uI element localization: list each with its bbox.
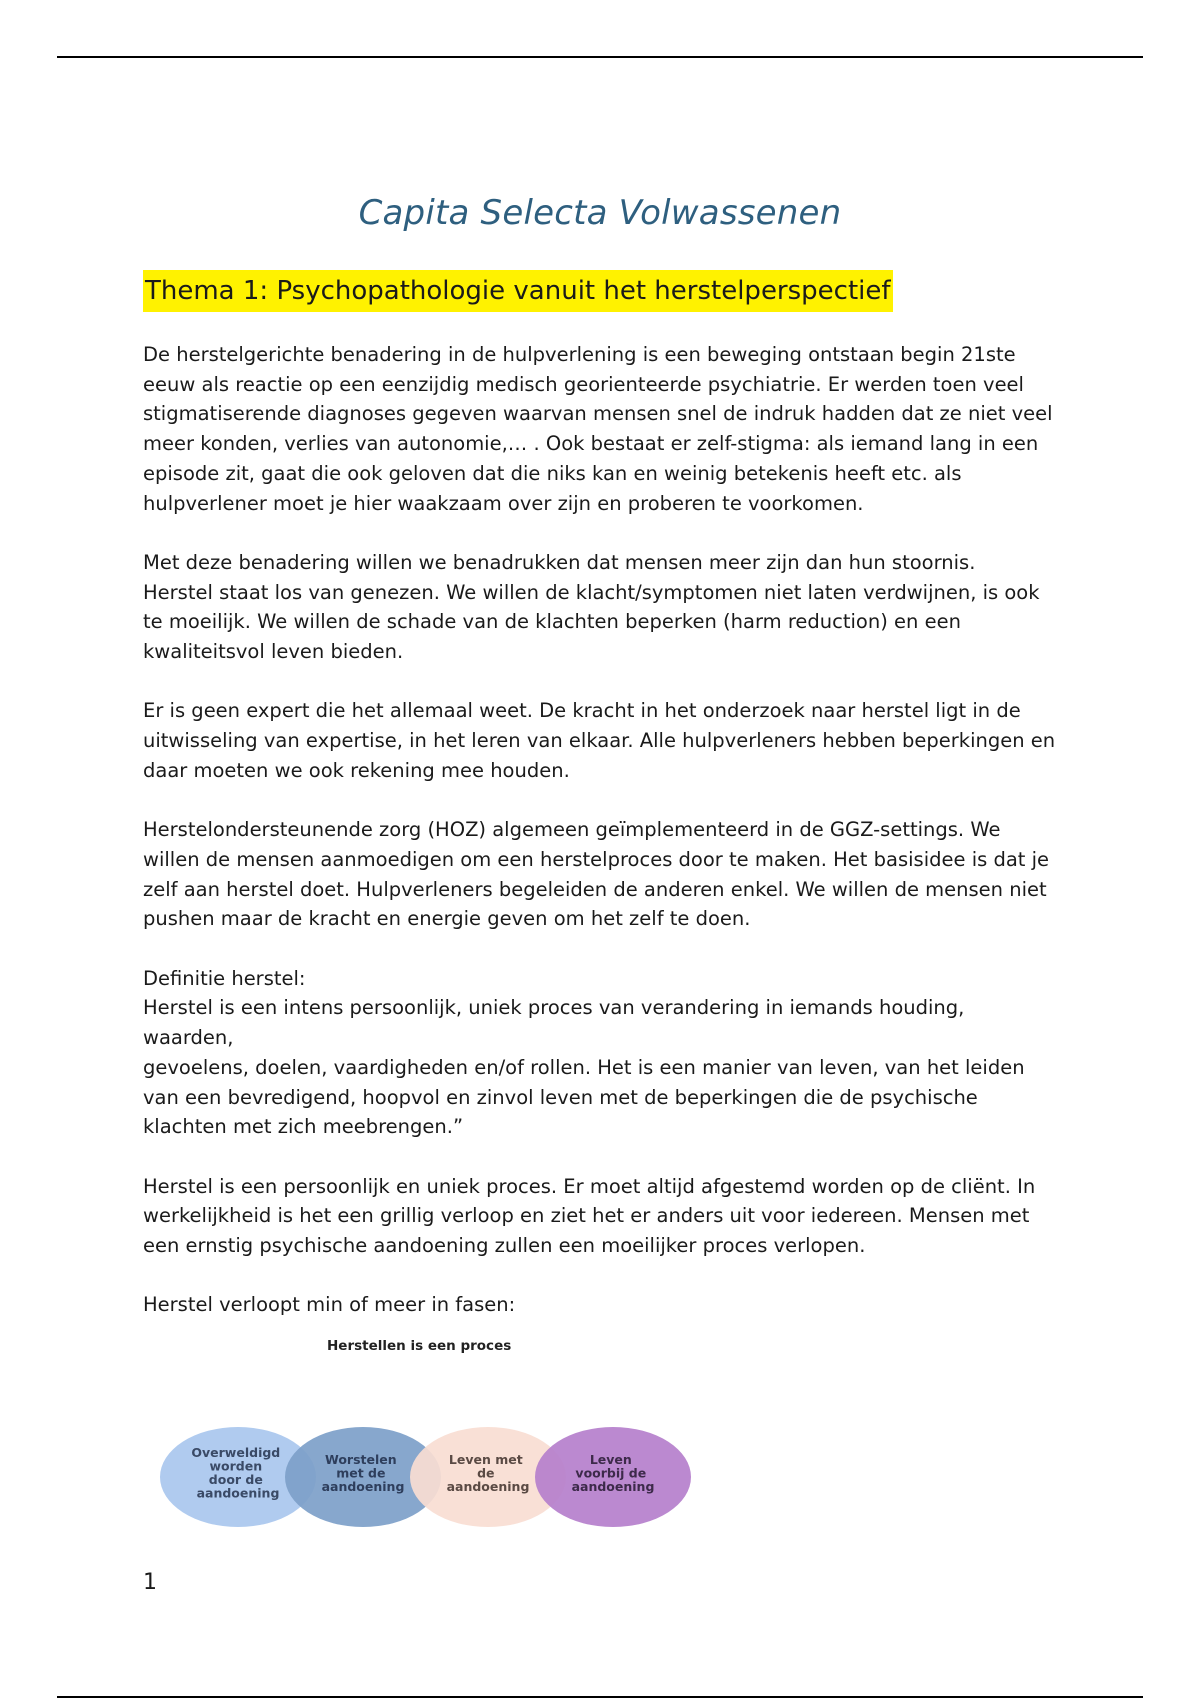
label-line: voorbij de [575, 1465, 647, 1481]
section-heading: Thema 1: Psychopathologie vanuit het herstelperspectief [143, 270, 893, 312]
text-line: eeuw als reactie op een eenzijdig medisch georienteerde psychiatrie. Er werden toen veel [143, 372, 1024, 396]
document-title: Capita Selecta Volwassenen [358, 193, 842, 233]
text-line: kwaliteitsvol leven bieden. [143, 640, 404, 664]
recovery-phases-diagram [158, 1422, 698, 1532]
text-line: Herstel staat los van genezen. We willen de klacht/symptomen niet laten verdwijnen, is ook [143, 580, 1040, 604]
label-line: Leven [589, 1452, 632, 1467]
label-line: aandoening [196, 1485, 280, 1501]
text-line: te moeilijk. We willen de schade van de klachten beperken (harm reduction) en een [143, 610, 961, 634]
phase-4 [535, 1427, 691, 1527]
paragraph [143, 696, 1063, 785]
text-line: van een bevredigend, hoopvol en zinvol leven met de beperkingen die de psychische [143, 1085, 978, 1109]
text-line: hulpverlener moet je hier waakzaam over zijn en proberen te voorkomen. [143, 491, 864, 515]
label-line: Worstelen [324, 1452, 397, 1467]
text-line: Met deze benadering willen we benadrukken dat mensen meer zijn dan hun stoornis. [143, 550, 976, 574]
paragraph [143, 815, 1063, 934]
paragraph [143, 1290, 1063, 1320]
label-line: aandoening [571, 1479, 655, 1494]
label-line: de [477, 1465, 495, 1481]
paragraph [143, 548, 1063, 667]
text-line: willen de mensen aanmoedigen om een herstelproces door te maken. Het basisidee is dat je [143, 847, 1050, 871]
text-line: episode zit, gaat die ook geloven dat die niks kan en weinig betekenis heeft etc. als [143, 461, 962, 485]
text-line: gevoelens, doelen, vaardigheden en/of rollen. Het is een manier van leven, van het leiden [143, 1055, 1025, 1079]
page-number: 1 [143, 1570, 157, 1595]
text-line: waarden, [143, 1026, 234, 1050]
text-line: uitwisseling van expertise, in het leren van elkaar. Alle hulpverleners hebben beperkingen en [143, 729, 1056, 753]
body-text [143, 340, 1063, 1320]
text-line: daar moeten we ook rekening mee houden. [143, 758, 570, 782]
text-line: Er is geen expert die het allemaal weet. De kracht in het onderzoek naar herstel ligt in de [143, 699, 1021, 723]
text-line: Herstel is een persoonlijk en uniek proces. Er moet altijd afgestemd worden op de cliënt. In [143, 1174, 1036, 1198]
label-line: met de [336, 1465, 386, 1481]
label-line: door de [208, 1472, 263, 1487]
footer-rule [57, 1696, 1143, 1698]
label-line: Overweldigd [191, 1445, 281, 1460]
header-rule [57, 56, 1143, 58]
paragraph [143, 964, 1063, 1142]
label-line: aandoening [321, 1479, 405, 1494]
text-line: Herstel is een intens persoonlijk, uniek proces van verandering in iemands houding, [143, 996, 965, 1020]
text-line: klachten met zich meebrengen.” [143, 1115, 464, 1139]
figure-title: Herstellen is een proces [327, 1338, 512, 1354]
text-line: Herstel verloopt min of meer in fasen: [143, 1293, 516, 1317]
text-line: werkelijkheid is het een grillig verloop en ziet het er anders uit voor iedereen. Mensen met [143, 1204, 1030, 1228]
label-line: aandoening [446, 1479, 530, 1494]
label-line: worden [209, 1458, 263, 1474]
label-line: Leven met [448, 1452, 523, 1467]
text-line: pushen maar de kracht en energie geven om het zelf te doen. [143, 907, 751, 931]
text-line: zelf aan herstel doet. Hulpverleners begeleiden de anderen enkel. We willen de mensen niet [143, 877, 1047, 901]
paragraph [143, 1172, 1063, 1261]
paragraph [143, 340, 1063, 518]
text-line: meer konden, verlies van autonomie,… . Ook bestaat er zelf-stigma: als iemand lang in een [143, 432, 1039, 456]
text-line: Definitie herstel: [143, 966, 306, 990]
text-line: De herstelgerichte benadering in de hulpverlening is een beweging ontstaan begin 21ste [143, 343, 1016, 366]
text-line: een ernstig psychische aandoening zullen een moeilijker proces verlopen. [143, 1234, 866, 1258]
text-line: stigmatiserende diagnoses gegeven waarvan mensen snel de indruk hadden dat ze niet veel [143, 402, 1053, 426]
text-line: Herstelondersteunende zorg (HOZ) algemeen geïmplementeerd in de GGZ-settings. We [143, 818, 1001, 842]
